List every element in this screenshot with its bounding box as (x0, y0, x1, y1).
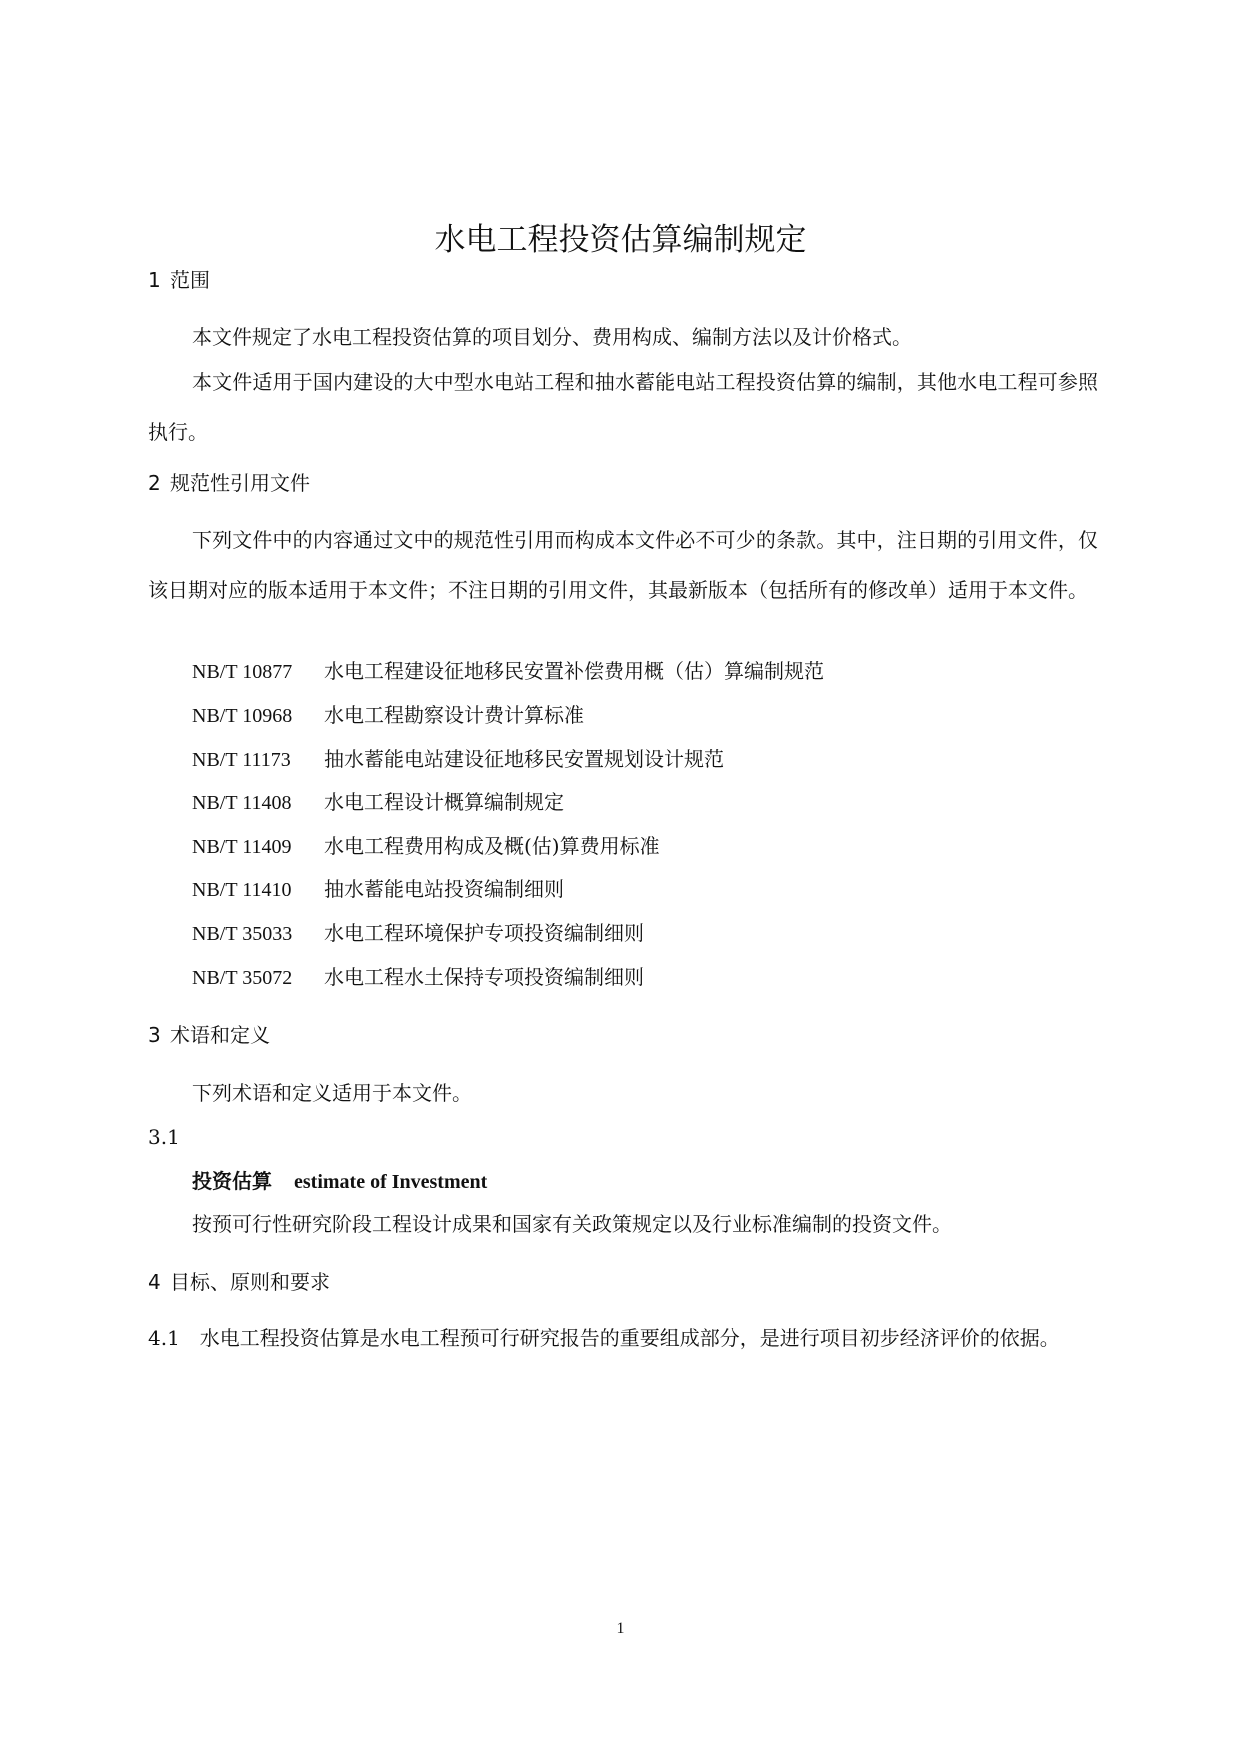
reference-item (192, 744, 724, 775)
section-heading-1 (148, 266, 210, 294)
section-heading-2 (148, 469, 310, 497)
clause-4-1: 4.1 水电工程投资估算是水电工程预可行研究报告的重要组成部分，是进行项目初步经济评价的依据。 (148, 1326, 1060, 1350)
reference-title: 抽水蓄能电站建设征地移民安置规划设计规范 (324, 747, 724, 771)
reference-title: 水电工程环境保护专项投资编制细则 (324, 921, 644, 945)
term-number: 3.1 (148, 1125, 180, 1149)
page-number: 1 (616, 1620, 625, 1637)
section-title: 范围 (170, 268, 210, 292)
reference-item (192, 700, 584, 731)
reference-code: NB/T 10968 (192, 705, 293, 727)
reference-item (192, 787, 564, 818)
reference-code: NB/T 10877 (192, 661, 293, 683)
section-title: 规范性引用文件 (170, 471, 310, 495)
paragraph: 本文件规定了水电工程投资估算的项目划分、费用构成、编制方法以及计价格式。 (192, 325, 912, 349)
reference-item (192, 831, 660, 862)
section-heading-3 (148, 1021, 270, 1049)
reference-code: NB/T 11410 (192, 879, 292, 901)
term-entry (192, 1166, 487, 1197)
reference-item (192, 874, 564, 905)
section-heading-4 (148, 1268, 330, 1296)
section-title: 目标、原则和要求 (170, 1270, 330, 1294)
paragraph: 下列文件中的内容通过文中的规范性引用而构成本文件必不可少的条款。其中，注日期的引用文件，仅该日期对应的版本适用于本文件；不注日期的引用文件，其最新版本（包括所有的修改单）适用于本文件。 (148, 528, 1098, 602)
reference-code: NB/T 11409 (192, 836, 292, 858)
reference-title: 抽水蓄能电站投资编制细则 (324, 877, 564, 901)
section-number: 4 (148, 1270, 161, 1294)
reference-title: 水电工程费用构成及概(估)算费用标准 (324, 834, 660, 858)
term-zh: 投资估算 (192, 1169, 272, 1193)
reference-item (192, 918, 644, 949)
reference-item (192, 656, 824, 687)
reference-title: 水电工程设计概算编制规定 (324, 790, 564, 814)
reference-code: NB/T 35033 (192, 923, 293, 945)
reference-title: 水电工程水土保持专项投资编制细则 (324, 965, 644, 989)
reference-title: 水电工程建设征地移民安置补偿费用概（估）算编制规范 (324, 659, 824, 683)
term-en: estimate of Investment (294, 1171, 488, 1193)
section-number: 2 (148, 471, 161, 495)
reference-code: NB/T 11408 (192, 792, 292, 814)
paragraph: 下列术语和定义适用于本文件。 (192, 1081, 472, 1105)
section-number: 1 (148, 268, 161, 292)
document-title: 水电工程投资估算编制规定 (434, 222, 807, 258)
term-definition: 按预可行性研究阶段工程设计成果和国家有关政策规定以及行业标准编制的投资文件。 (192, 1212, 952, 1236)
paragraph: 本文件适用于国内建设的大中型水电站工程和抽水蓄能电站工程投资估算的编制，其他水电工程可参照执行。 (148, 370, 1098, 444)
reference-code: NB/T 11173 (192, 749, 291, 771)
reference-title: 水电工程勘察设计费计算标准 (324, 703, 584, 727)
section-number: 3 (148, 1023, 161, 1047)
reference-item (192, 962, 644, 993)
reference-code: NB/T 35072 (192, 967, 293, 989)
section-title: 术语和定义 (170, 1023, 270, 1047)
